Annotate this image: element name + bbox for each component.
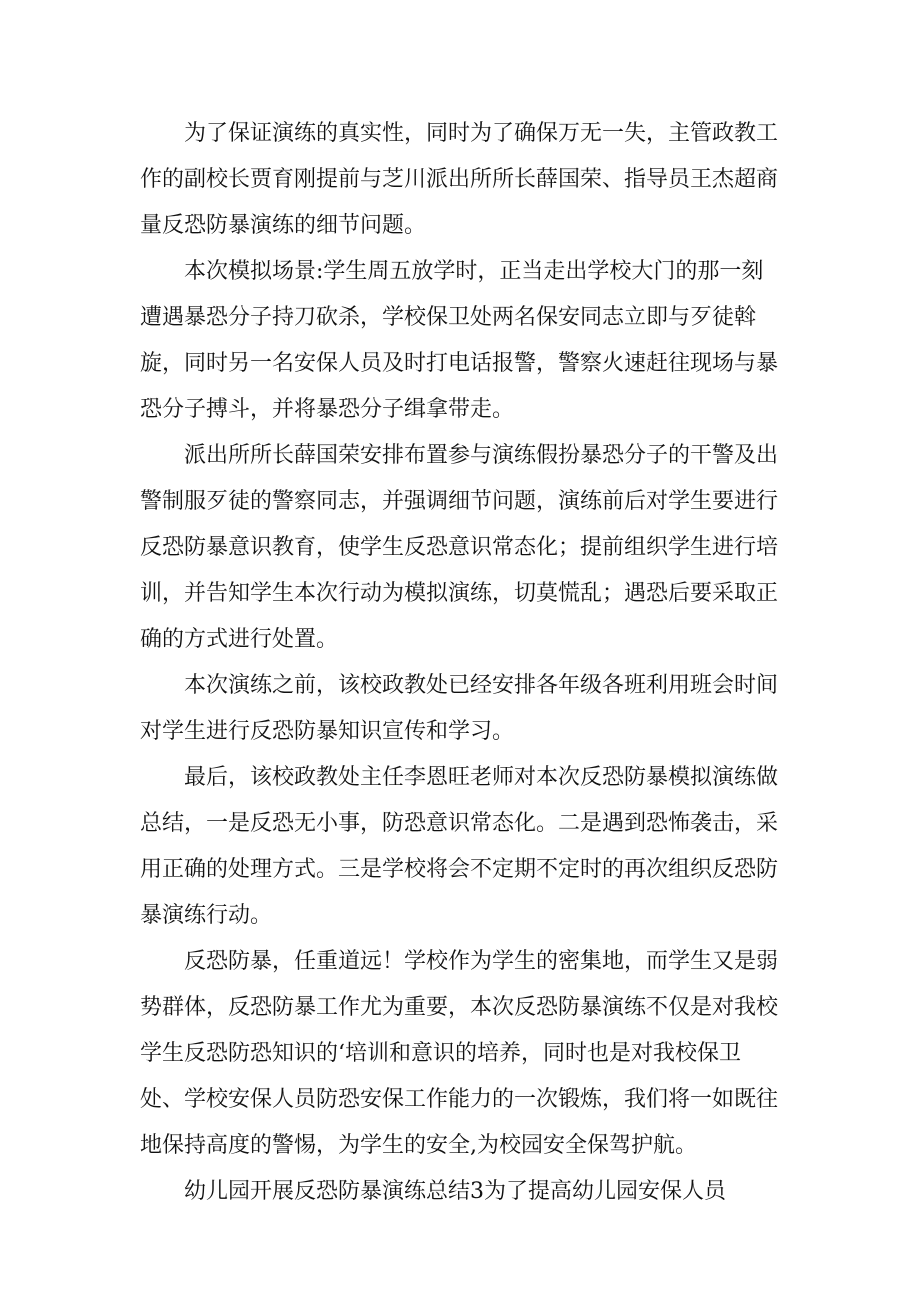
paragraph-4: 本次演练之前，该校政教处已经安排各年级各班利用班会时间对学生进行反恐防暴知识宣传和学习。 (140, 673, 779, 744)
paragraph-7: 幼儿园开展反恐防暴演练总结3为了提高幼儿园安保人员 (184, 1179, 726, 1204)
paragraph-5: 最后，该校政教处主任李恩旺老师对本次反恐防暴模拟演练做总结，一是反恐无小事，防恐意识常态化。二是遇到恐怖袭击，采用正确的处理方式。三是学校将会不定期不定时的再次组织反恐防暴演练行动。 (140, 765, 779, 928)
document-body (140, 111, 780, 1215)
paragraph-3: 派出所所长薛国荣安排布置参与演练假扮暴恐分子的干警及出警制服歹徒的警察同志，并强调细节问题，演练前后对学生要进行反恐防暴意识教育，使学生反恐意识常态化；提前组织学生进行培训，并告知学生本次行动为模拟演练，切莫慌乱；遇恐后要采取正确的方式进行处置。 (140, 443, 779, 652)
paragraph-1: 为了保证演练的真实性，同时为了确保万无一失，主管政教工作的副校长贾育刚提前与芝川派出所所长薛国荣、指导员王杰超商量反恐防暴演练的细节问题。 (140, 121, 779, 238)
paragraph-2: 本次模拟场景:学生周五放学时，正当走出学校大门的那一刻遭遇暴恐分子持刀砍杀，学校保卫处两名保安同志立即与歹徒斡旋，同时另一名安保人员及时打电话报警，警察火速赶往现场与暴恐分子搏斗，并将暴恐分子缉拿带走。 (140, 259, 779, 422)
paragraph-6: 反恐防暴，任重道远！学校作为学生的密集地，而学生又是弱势群体，反恐防暴工作尤为重要，本次反恐防暴演练不仅是对我校学生反恐防恐知识的‘培训和意识的培养，同时也是对我校保卫处、学校安保人员防恐安保工作能力的一次锻炼，我们将一如既往地保持高度的警惕，为学生的安全,为校园安全保驾护航。 (140, 949, 779, 1158)
